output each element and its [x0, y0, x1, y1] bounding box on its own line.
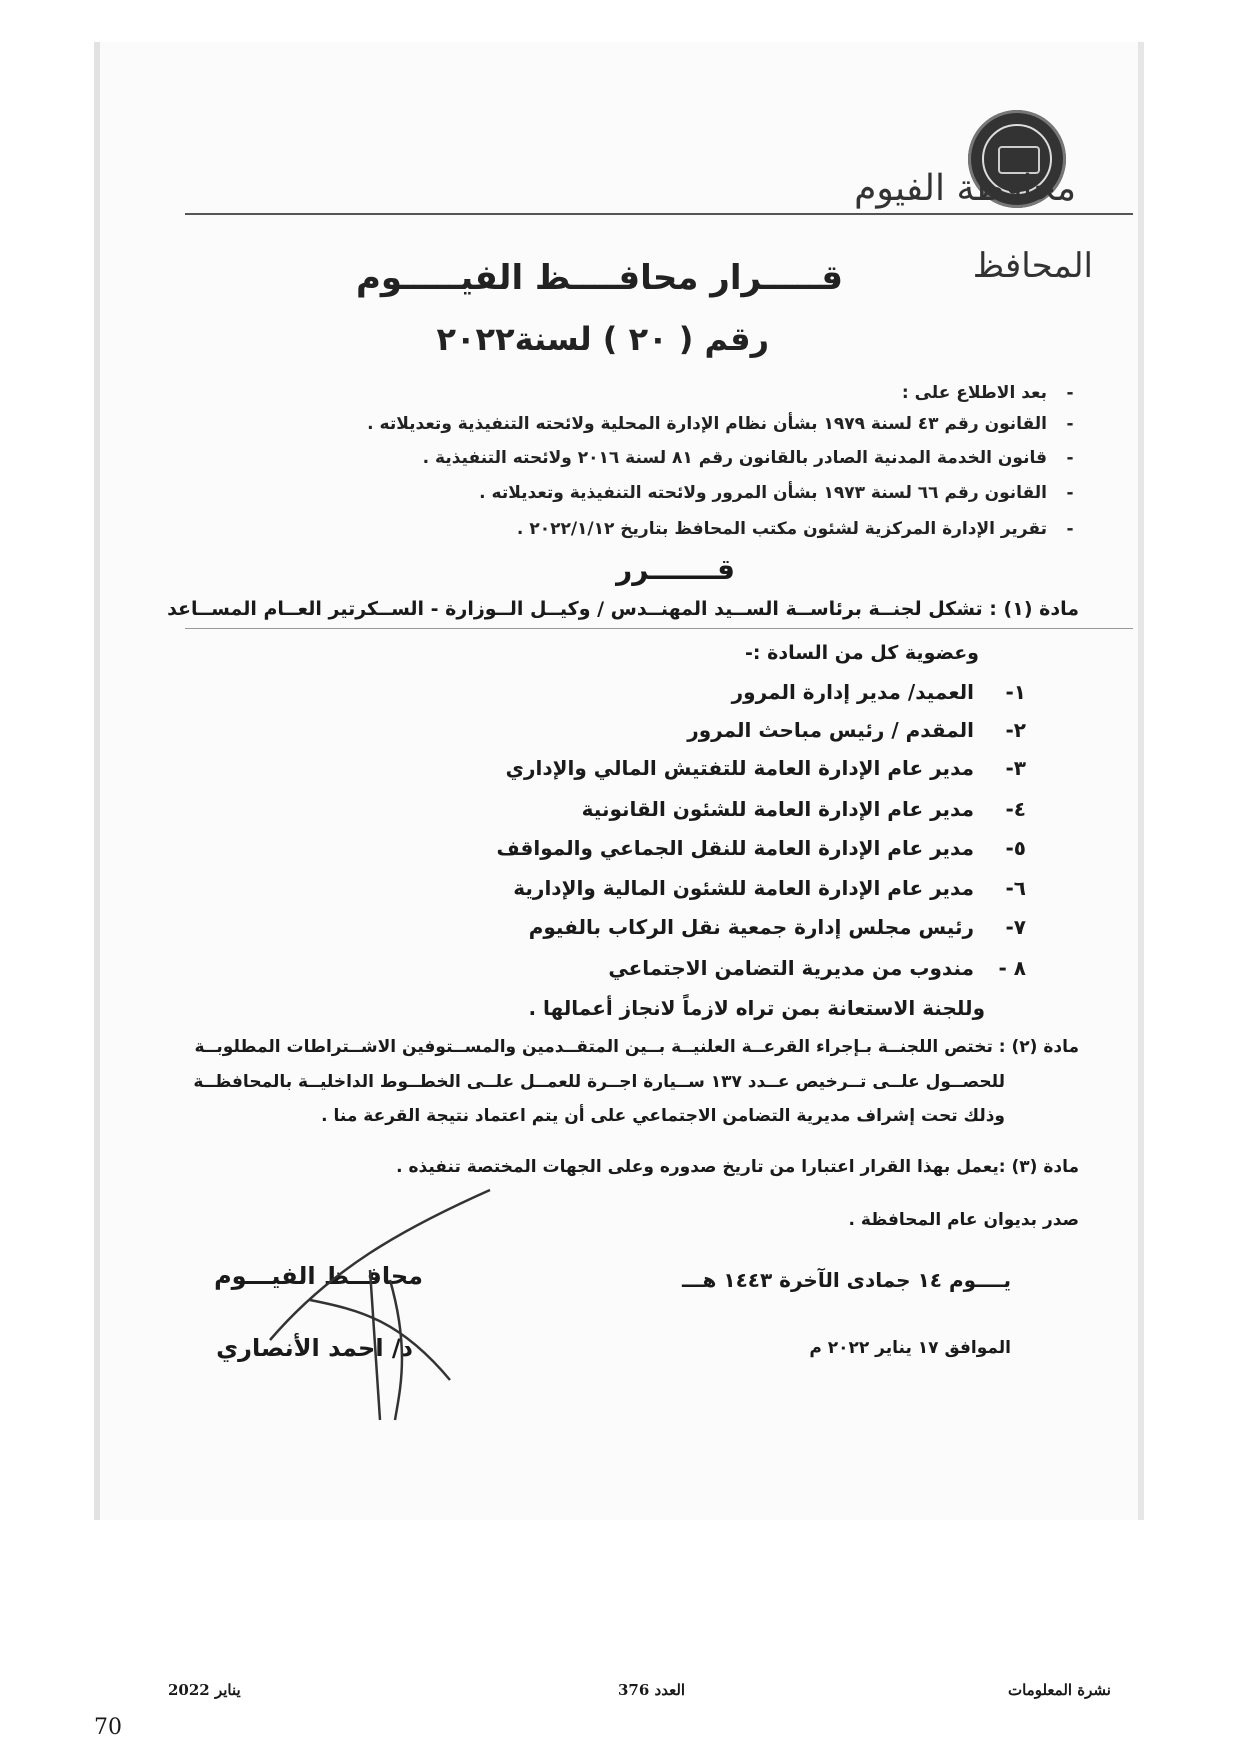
office-label: المحافظ [972, 246, 1093, 286]
preamble-line: -قانون الخدمة المدنية الصادر بالقانون رقم ٨١ لسنة ٢٠١٦ ولائحته التنفيذية . [422, 448, 1074, 468]
member-item: ٤-مدير عام الإدارة العامة للشئون القانونية [581, 797, 1026, 821]
preamble-line: -تقرير الإدارة المركزية لشئون مكتب المحافظ بتاريخ ٢٠٢٢/١/١٢ . [516, 519, 1074, 539]
preamble-line: -القانون رقم ٤٣ لسنة ١٩٧٩ بشأن نظام الإدارة المحلية ولائحته التنفيذية وتعديلاته . [367, 414, 1074, 434]
member-item: ٧-رئيس مجلس إدارة جمعية نقل الركاب بالفيوم [528, 915, 1026, 939]
date-gregorian: الموافق ١٧ يناير ٢٠٢٢ م [809, 1338, 1011, 1358]
handwritten-signature [250, 1150, 510, 1430]
header-divider [185, 213, 1133, 215]
article-1-underline [185, 628, 1133, 629]
date-hijri: يــــوم ١٤ جمادى الآخرة ١٤٤٣ هـــ [682, 1268, 1011, 1292]
issued-at: صدر بديوان عام المحافظة . [848, 1210, 1079, 1230]
preamble-line: -القانون رقم ٦٦ لسنة ١٩٧٣ بشأن المرور ولائحته التنفيذية وتعديلاته . [479, 483, 1074, 503]
page-number: 70 [94, 1715, 122, 1740]
signatory-title: محافــظ الفيـــوم [214, 1262, 423, 1290]
footer-publication: نشرة المعلومات [1007, 1681, 1111, 1699]
member-item: ٢-المقدم / رئيس مباحث المرور [687, 718, 1026, 742]
governorate-name: محافظة الفيوم [854, 168, 1076, 209]
article-1-members-intro: وعضوية كل من السادة :- [745, 642, 979, 664]
footer-issue: العدد 376 [618, 1681, 686, 1699]
preamble-line: -بعد الاطلاع على : [901, 383, 1074, 403]
decision-title: قـــــرار محافــــظ الفيـــــوم [355, 258, 843, 298]
decision-number: رقم ( ٢٠ ) لسنة٢٠٢٢ [436, 320, 769, 358]
member-item: ٥-مدير عام الإدارة العامة للنقل الجماعي والمواقف [496, 836, 1026, 860]
article-1-closing: وللجنة الاستعانة بمن تراه لازماً لانجاز أعمالها . [528, 996, 985, 1020]
article-2-line: للحصــول علــى تــرخيص عــدد ١٣٧ ســيارة اجــرة للعمــل علــى الخطــوط الداخليــة بالمحافظــة [193, 1072, 1005, 1092]
article-3-text: مادة (٣) :يعمل بهذا القرار اعتبارا من تاريخ صدوره وعلى الجهات المختصة تنفيذه . [396, 1157, 1079, 1177]
member-item: ١-العميد/ مدير إدارة المرور [731, 680, 1026, 704]
article-1-text: مادة (١) : تشكل لجنــة برئاســة الســيد المهنــدس / وكيــل الــوزارة - الســكرتير العــام المســاعد [167, 598, 1079, 620]
decides-heading: قـــــــرر [616, 553, 735, 586]
signatory-name: د/ احمد الأنصاري [216, 1334, 413, 1362]
article-2-line: وذلك تحت إشراف مديرية التضامن الاجتماعي على أن يتم اعتماد نتيجة القرعة منا . [321, 1106, 1005, 1126]
member-item: ٣-مدير عام الإدارة العامة للتفتيش المالي والإداري [505, 756, 1026, 780]
member-item: ٦-مدير عام الإدارة العامة للشئون المالية والإدارية [513, 876, 1026, 900]
member-item: ٨ -مندوب من مديرية التضامن الاجتماعي [608, 956, 1026, 980]
footer-date: يناير 2022 [168, 1681, 241, 1699]
article-2-line: مادة (٢) : تختص اللجنــة بـإجراء القرعــة العلنيــة بــين المتقــدمين والمســتوفين الاشــتراطات المطلوبــة [194, 1037, 1079, 1057]
